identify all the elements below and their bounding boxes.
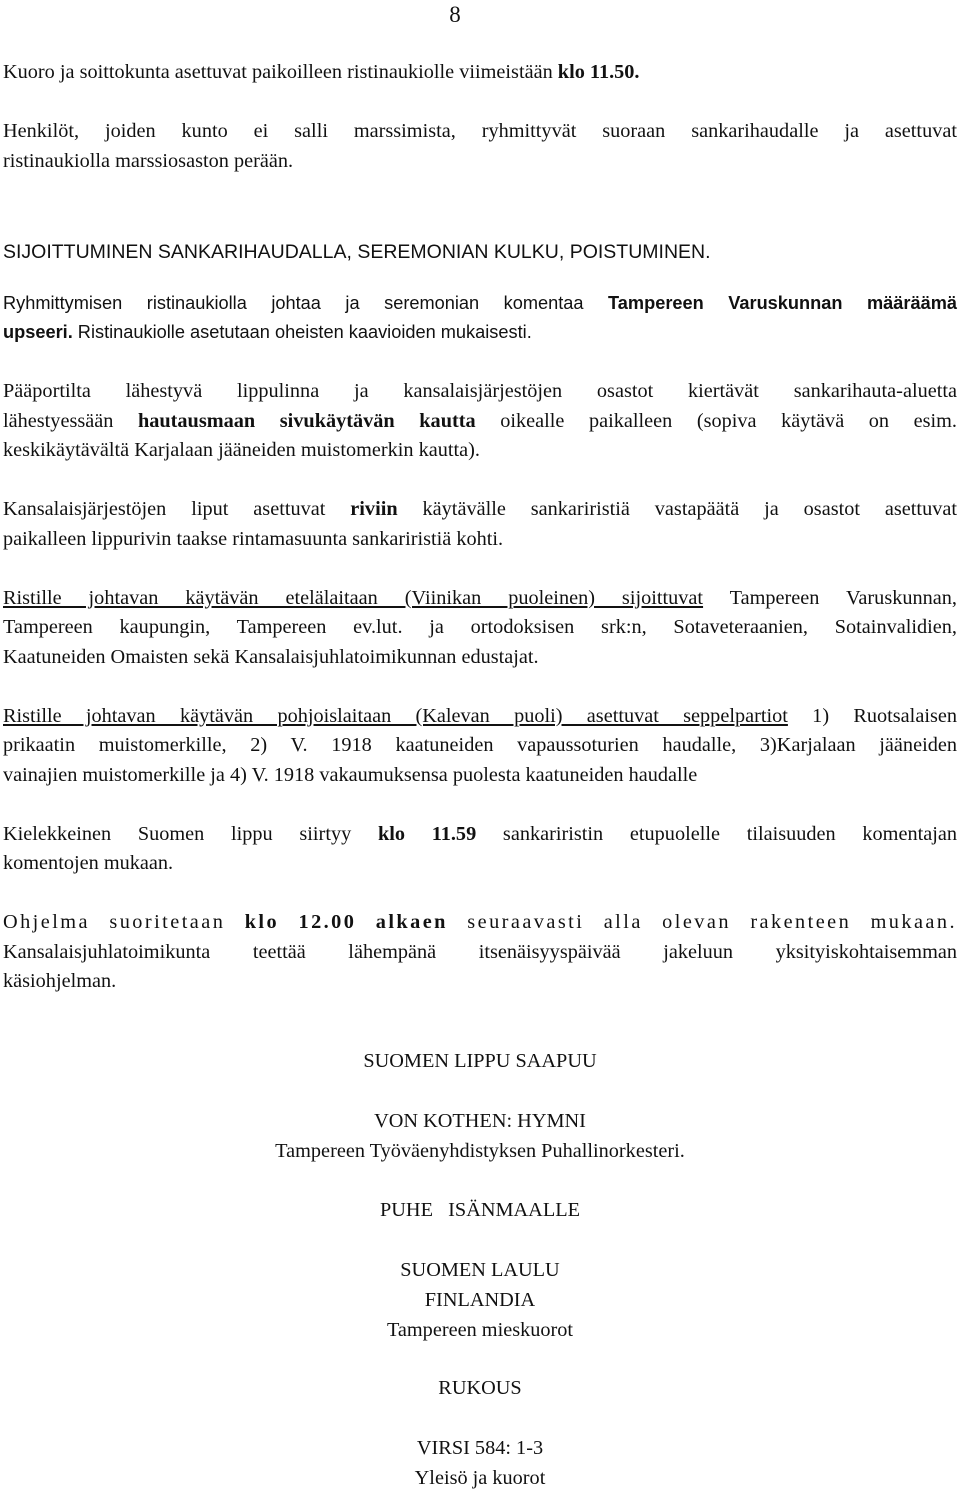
time-emphasis: klo 11.59 bbox=[377, 822, 477, 845]
text: seuraavasti alla olevan rakenteen mukaan. bbox=[447, 911, 957, 933]
program-title: SUOMEN LIPPU SAAPUU bbox=[363, 1050, 597, 1072]
program-performer: Tampereen Työväenyhdistyksen Puhallinorkesteri. bbox=[275, 1140, 685, 1162]
time-emphasis: klo 11.50. bbox=[557, 61, 640, 83]
program-title: VIRSI 584: 1-3 bbox=[416, 1437, 544, 1459]
text-line: Henkilöt, joiden kunto ei salli marssimista, ryhmittyvät suoraan sankarihaudalle ja asettuvat bbox=[3, 120, 957, 142]
program-title: VON KOTHEN: HYMNI bbox=[374, 1110, 586, 1132]
text: Kuoro ja soittokunta asettuvat paikoilleen ristinaukiolle viimeistään bbox=[3, 61, 558, 83]
paragraph-south-side bbox=[3, 584, 957, 673]
text: lähestyessään bbox=[3, 409, 138, 432]
text-line: Tampereen kaupungin, Tampereen ev.lut. ja ortodoksisen srk:n, Sotaveteraanien, Sotainvalidien, bbox=[3, 616, 957, 638]
text-line: ristinaukiolla marssiosaston perään. bbox=[3, 149, 294, 172]
paragraph-program-intro bbox=[3, 908, 957, 997]
emphasis: Tampereen Varuskunnan määräämä bbox=[608, 292, 957, 313]
paragraph-non-marchers bbox=[3, 117, 957, 176]
text: 1) Ruotsalaisen bbox=[787, 704, 957, 727]
text-line: vainajien muistomerkille ja 4) V. 1918 vakaumuksensa puolesta kaatuneiden haudalle bbox=[3, 763, 698, 786]
time-emphasis: klo 12.00 alkaen bbox=[244, 911, 448, 933]
program-title: SUOMEN LAULU bbox=[400, 1259, 560, 1281]
paragraph-north-side bbox=[3, 702, 957, 791]
program-item-hymn bbox=[0, 1106, 960, 1166]
program-item-prayer bbox=[0, 1373, 960, 1403]
text: Tampereen Varuskunnan, bbox=[703, 586, 957, 609]
text: oikealle paikalleen (sopiva käytävä on esim. bbox=[475, 409, 957, 432]
emphasis: hautausmaan sivukäytävän kautta bbox=[137, 409, 476, 432]
paragraph-flags-row bbox=[3, 495, 957, 554]
program-item-song bbox=[0, 1255, 960, 1345]
emphasis: upseeri. bbox=[3, 322, 73, 342]
program-performer: Tampereen mieskuorot bbox=[386, 1319, 574, 1341]
program-item-speech bbox=[0, 1195, 960, 1225]
text-line: prikaatin muistomerkille, 2) V. 1918 kaatuneiden vapaussoturien haudalle, 3)Karjalaan jääneiden bbox=[3, 734, 957, 756]
text-line: Kansalaisjuhlatoimikunta teettää lähempänä itsenäisyyspäivää jakeluun yksityiskohtaisemman bbox=[3, 940, 957, 963]
paragraph-flag-line bbox=[3, 377, 957, 466]
text: käytävälle sankariristiä vastapäätä ja osastot asettuvat bbox=[397, 498, 957, 520]
text: sankariristin etupuolelle tilaisuuden komentajan bbox=[476, 822, 958, 845]
paragraph-assembly bbox=[3, 58, 957, 88]
program-item-flag bbox=[0, 1046, 960, 1076]
underlined-text: Ristille johtavan käytävän etelälaitaan (Viinikan puoleinen) sijoittuvat bbox=[3, 586, 704, 609]
program-performer: Yleisö ja kuorot bbox=[414, 1467, 546, 1489]
text: Ohjelma suoritetaan bbox=[3, 911, 245, 933]
page-number: 8 bbox=[449, 2, 461, 27]
program-item-hymn2 bbox=[0, 1433, 960, 1493]
text: Ryhmittymisen ristinaukiolla johtaa ja seremonian komentaa bbox=[3, 292, 609, 313]
text-line: Kaatuneiden Omaisten sekä Kansalaisjuhlatoimikunnan edustajat. bbox=[3, 645, 539, 668]
text-line: keskikäytävältä Karjalaan jääneiden muistomerkin kautta). bbox=[3, 439, 480, 461]
paragraph-flag-move bbox=[3, 820, 957, 879]
text-line: käsiohjelman. bbox=[3, 970, 117, 992]
text: Ristinaukiolle asetutaan oheisten kaavioiden mukaisesti. bbox=[72, 322, 532, 342]
paragraph-command bbox=[3, 289, 957, 348]
text-line: Pääportilta lähestyvä lippulinna ja kansalaisjärjestöjen osastot kiertävät sankarihauta-aluetta bbox=[3, 380, 957, 402]
text-line: paikalleen lippurivin taakse rintamasuunta sankariristiä kohti. bbox=[3, 527, 504, 550]
text: Kansalaisjärjestöjen liput asettuvat bbox=[3, 498, 351, 520]
program-title: PUHE ISÄNMAALLE bbox=[380, 1199, 580, 1221]
text: Kielekkeinen Suomen lippu siirtyy bbox=[3, 822, 378, 845]
text-line: komentojen mukaan. bbox=[3, 852, 174, 874]
emphasis: riviin bbox=[350, 498, 398, 520]
program-title: FINLANDIA bbox=[424, 1289, 536, 1311]
document-body bbox=[3, 58, 957, 997]
section-heading: SIJOITTUMINEN SANKARIHAUDALLA, SEREMONIAN KULKU, POISTUMINEN. bbox=[3, 241, 711, 263]
underlined-text: Ristille johtavan käytävän pohjoislaitaan (Kalevan puoli) asettuvat seppelpartiot bbox=[3, 704, 788, 727]
program-title: RUKOUS bbox=[438, 1377, 522, 1399]
